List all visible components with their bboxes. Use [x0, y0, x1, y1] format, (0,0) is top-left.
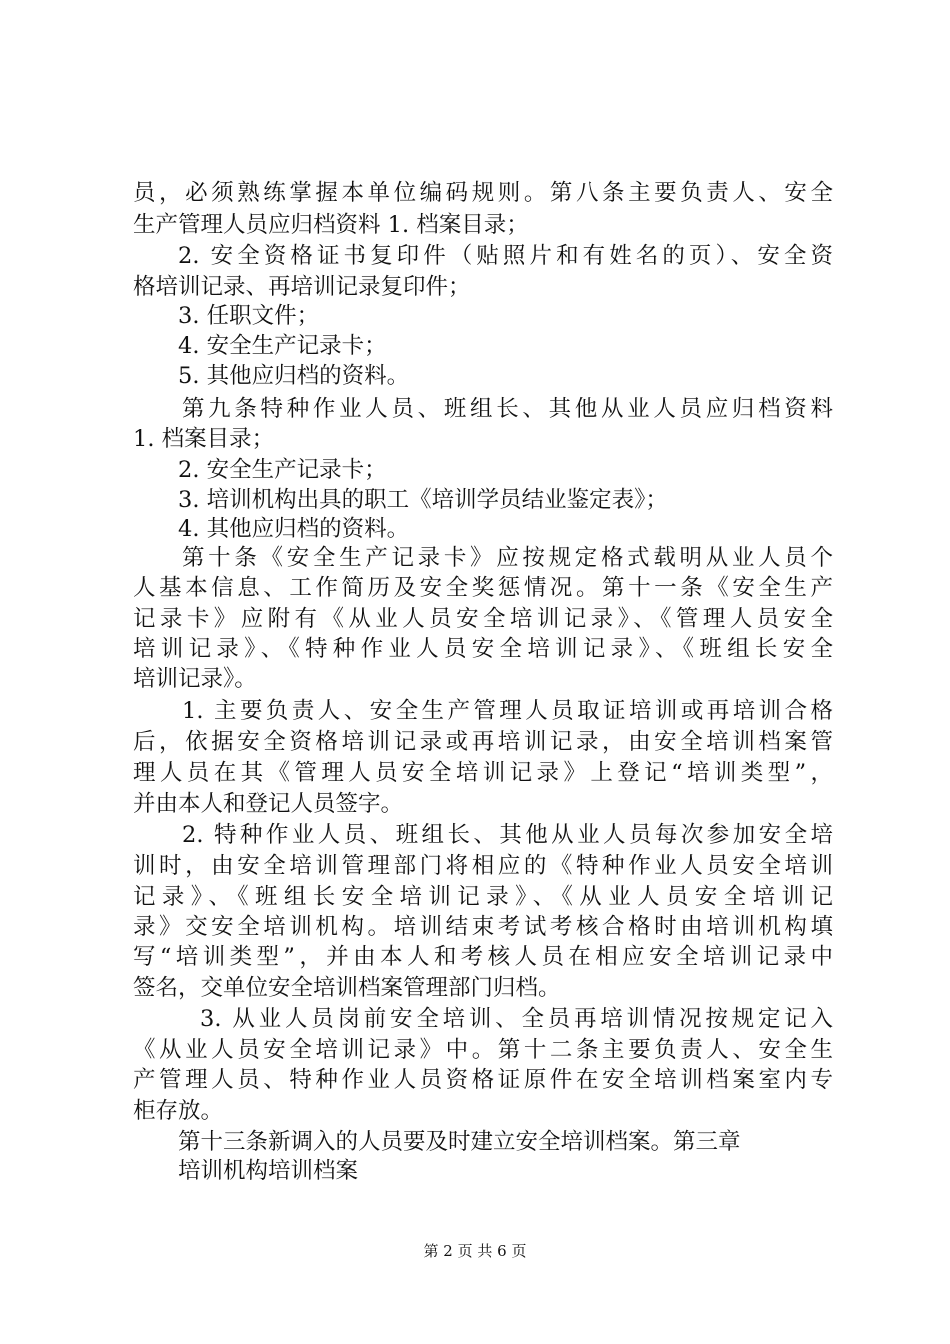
text-line: 格培训记录、再培训记录复印件；	[133, 274, 471, 300]
text-line: 4. 其他应归档的资料。	[178, 516, 410, 542]
text-line: 培训记录》。	[133, 666, 257, 692]
text-line: 理人员在其《管理人员安全培训记录》上登记“培训类型”，	[133, 760, 833, 786]
text-line: 训时，由安全培训管理部门将相应的《特种作业人员安全培训	[133, 853, 833, 879]
text-line: 第十三条新调入的人员要及时建立安全培训档案。第三章	[178, 1129, 741, 1155]
text-line: 产管理人员、特种作业人员资格证原件在安全培训档案室内专	[133, 1067, 833, 1093]
text-line: 2. 安全生产记录卡；	[178, 457, 387, 483]
text-line: 培训记录》、《特种作业人员安全培训记录》、《班组长安全	[133, 636, 833, 662]
text-line: 录》交安全培训机构。培训结束考试考核合格时由培训机构填	[133, 914, 833, 940]
text-line: 第十条《安全生产记录卡》应按规定格式载明从业人员个	[182, 545, 833, 571]
text-line: 3. 从业人员岗前安全培训、全员再培训情况按规定记入	[200, 1006, 833, 1032]
text-line: 生产管理人员应归档资料 1. 档案目录；	[133, 212, 529, 238]
text-line: 柜存放。	[133, 1098, 224, 1124]
text-line: 员，必须熟练掌握本单位编码规则。第八条主要负责人、安全	[133, 180, 833, 206]
text-line: 2. 特种作业人员、班组长、其他从业人员每次参加安全培	[182, 822, 833, 848]
text-line: 人基本信息、工作简历及安全奖惩情况。第十一条《安全生产	[133, 575, 833, 601]
text-line: 3. 培训机构出具的职工《培训学员结业鉴定表》；	[178, 487, 668, 513]
text-line: 后，依据安全资格培训记录或再培训记录，由安全培训档案管	[133, 729, 833, 755]
text-line: 培训机构培训档案	[178, 1158, 359, 1184]
page-number-footer: 第 2 页 共 6 页	[423, 1242, 527, 1260]
text-line: 签名，交单位安全培训档案管理部门归档。	[133, 975, 561, 1001]
text-line: 记录》、《班组长安全培训记录》、《从业人员安全培训记	[133, 884, 833, 910]
text-line: 《从业人员安全培训记录》中。第十二条主要负责人、安全生	[133, 1037, 833, 1063]
text-line: 并由本人和登记人员签字。	[133, 791, 404, 817]
text-line: 4. 安全生产记录卡；	[178, 333, 387, 359]
text-line: 第九条特种作业人员、班组长、其他从业人员应归档资料	[182, 396, 833, 422]
text-line: 5. 其他应归档的资料。	[178, 363, 410, 389]
text-line: 写“培训类型”，并由本人和考核人员在相应安全培训记录中	[133, 944, 833, 970]
text-line: 记录卡》应附有《从业人员安全培训记录》、《管理人员安全	[133, 606, 833, 632]
text-line: 1. 主要负责人、安全生产管理人员取证培训或再培训合格	[182, 698, 833, 724]
text-line: 2. 安全资格证书复印件（贴照片和有姓名的页）、安全资	[178, 243, 833, 269]
text-line: 1. 档案目录；	[133, 426, 275, 452]
text-line: 3. 任职文件；	[178, 303, 320, 329]
